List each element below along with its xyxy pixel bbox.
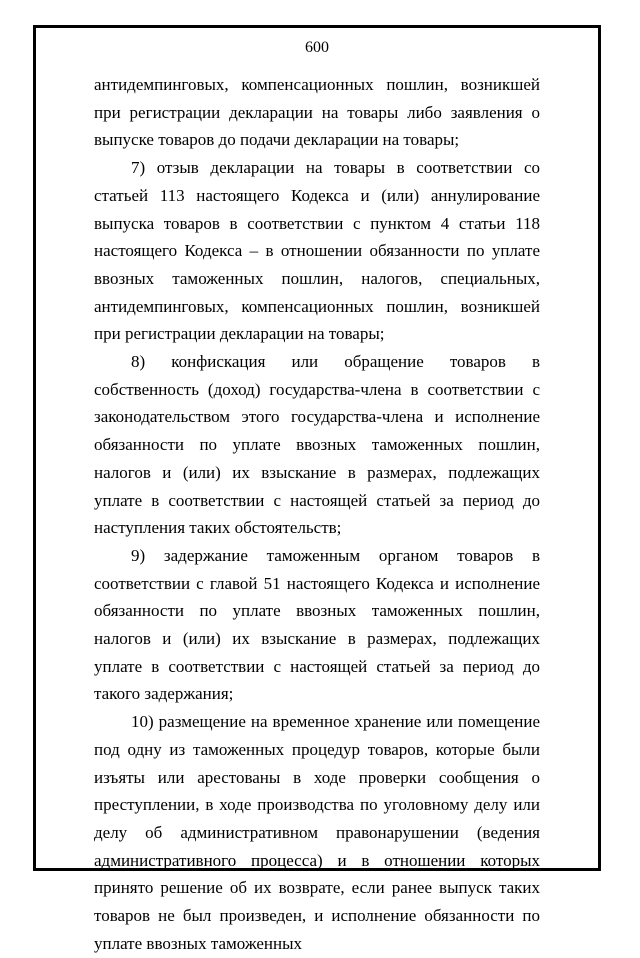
- paragraph-item-8: 8) конфискация или обращение товаров в собственность (доход) государства-члена в соответствии с законодательством этого государства-члена и исполнение обязанности по уплате ввозных таможенных пошлин, налогов и (или) их взыскание в размерах, подлежащих уплате в соответствии с настоящей статьей за период до наступления таких обстоятельств;: [94, 352, 540, 538]
- paragraph-continuation: антидемпинговых, компенсационных пошлин, возникшей при регистрации декларации на товары либо заявления о выпуске товаров до подачи декларации на товары;: [94, 75, 540, 150]
- paragraph-item-7: 7) отзыв декларации на товары в соответствии со статьей 113 настоящего Кодекса и (или) аннулирование выпуска товаров в соответствии с пунктом 4 статьи 118 настоящего Кодекса – в отношении обязанности по уплате ввозных таможенных пошлин, налогов, специальных, антидемпинговых, компенсационных пошлин, возникшей при регистрации декларации на товары;: [94, 158, 540, 344]
- paragraph-item-9: 9) задержание таможенным органом товаров в соответствии с главой 51 настоящего Кодекса и исполнение обязанности по уплате ввозных таможенных пошлин, налогов и (или) их взыскание в размерах, подлежащих уплате в соответствии с настоящей статьей за период до такого задержания;: [94, 545, 540, 704]
- page-number: 600: [305, 39, 329, 56]
- document-body: [94, 71, 540, 958]
- page-frame: [33, 25, 601, 953]
- paragraph-item-10: 10) размещение на временное хранение или помещение под одну из таможенных процедур товаров, которые были изъяты или арестованы в ходе проверки сообщения о преступлении, в ходе производства по уголовному делу или делу об административном правонарушении (ведения административного процесса) и в отношении которых принято решение об их возврате, если ранее выпуск таких товаров не был произведен, и исполнение обязанности по уплате ввозных таможенных: [94, 712, 540, 953]
